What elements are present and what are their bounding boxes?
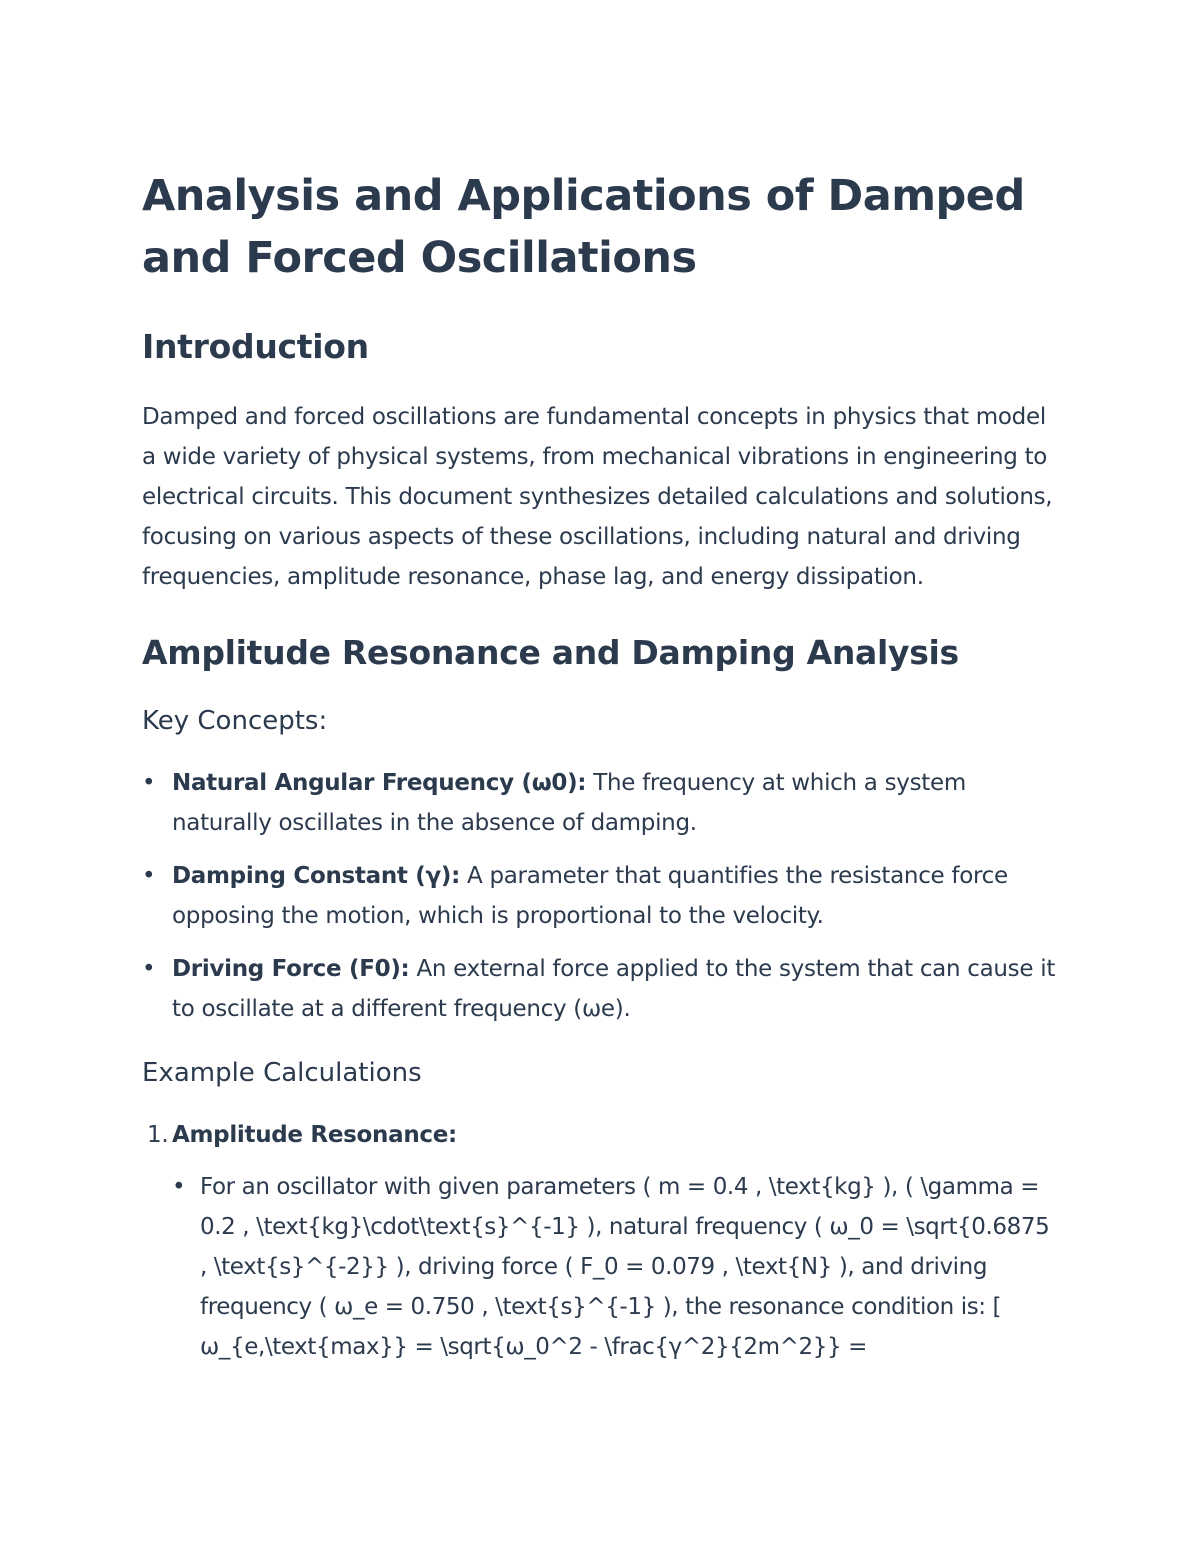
example-sub-list bbox=[172, 1167, 1062, 1367]
example-calculations-heading: Example Calculations bbox=[142, 1058, 422, 1088]
bullet-icon: • bbox=[142, 863, 156, 889]
list-item bbox=[142, 949, 1062, 1029]
list-number: 1. bbox=[147, 1122, 169, 1148]
intro-paragraph: Damped and forced oscillations are fundamental concepts in physics that model a wide variety of physical systems, from mechanical vibrations in engineering to electrical circuits. This document synthesizes detailed calculations and solutions, focusing on various aspects of these oscillations, including natural and driving frequencies, amplitude resonance, phase lag, and energy dissipation. bbox=[142, 404, 1053, 590]
bullet-icon: • bbox=[142, 770, 156, 796]
examples-list bbox=[142, 1115, 1062, 1367]
example-text: For an oscillator with given parameters ( m = 0.4 , \text{kg} ), ( \gamma = 0.2 , \text{kg}\cdot\text{s}^{-1} ), natural frequency ( ω_0 = \sqrt{0.6875 , \text{s}^{-2}} ), driving force ( F_0 = 0.079 , \text{N} ), and driving frequency ( ω_e = 0.750 , \text{s}^{-1} ), the resonance condition is: [ ω_{e,\text{max}} = \sqrt{ω_0^2 - \frac{γ^2}{2m^2}} = bbox=[200, 1174, 1050, 1360]
concept-description: An external force applied to the system that can cause it to oscillate at a different frequency (ωe). bbox=[172, 956, 1056, 1022]
list-item bbox=[142, 763, 1062, 843]
concept-term: Damping Constant (γ): bbox=[172, 863, 460, 889]
intro-heading: Introduction bbox=[142, 327, 369, 366]
key-concepts-heading: Key Concepts: bbox=[142, 706, 328, 736]
bullet-icon: • bbox=[172, 1174, 186, 1200]
document-title: Analysis and Applications of Damped and Forced Oscillations bbox=[142, 171, 1025, 283]
section-heading: Amplitude Resonance and Damping Analysis bbox=[142, 633, 959, 672]
list-item bbox=[142, 856, 1062, 936]
concept-description: The frequency at which a system naturally oscillates in the absence of damping. bbox=[172, 770, 966, 836]
document-page bbox=[142, 165, 1062, 1367]
concept-term: Driving Force (F0): bbox=[172, 956, 410, 982]
key-concepts-list bbox=[142, 763, 1062, 1029]
bullet-icon: • bbox=[142, 956, 156, 982]
example-term: Amplitude Resonance: bbox=[172, 1122, 457, 1148]
concept-description: A parameter that quantifies the resistance force opposing the motion, which is proportional to the velocity. bbox=[172, 863, 1008, 929]
list-item bbox=[172, 1167, 1062, 1367]
concept-term: Natural Angular Frequency (ω0): bbox=[172, 770, 587, 796]
list-item bbox=[142, 1115, 1062, 1367]
